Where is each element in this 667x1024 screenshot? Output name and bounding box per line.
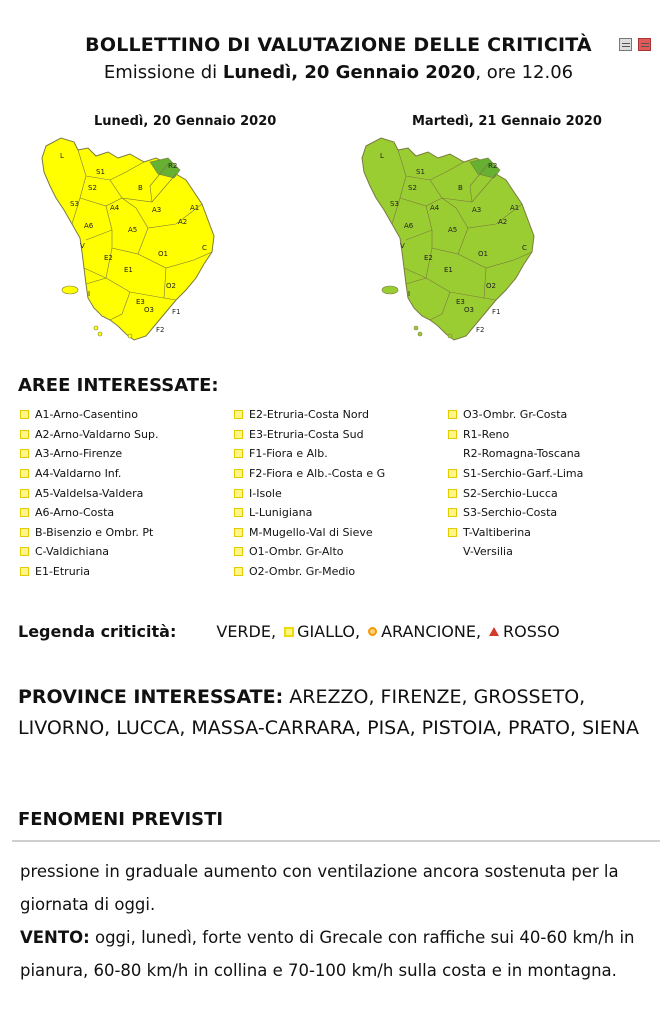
zone-label: L xyxy=(380,152,384,160)
area-label: E2-Etruria-Costa Nord xyxy=(249,408,369,422)
emission-time: , ore 12.06 xyxy=(475,62,574,83)
zone-label: O3 xyxy=(464,306,474,314)
yellow-square-icon xyxy=(234,567,243,576)
area-label: V-Versilia xyxy=(463,545,513,559)
criticality-map-today[interactable] xyxy=(26,128,306,358)
red-triangle-icon xyxy=(489,627,499,636)
area-label: E3-Etruria-Costa Sud xyxy=(249,427,364,441)
yellow-square-icon xyxy=(234,528,243,537)
areas-column-3 xyxy=(448,405,583,562)
yellow-square-icon xyxy=(234,410,243,419)
zone-label: O1 xyxy=(478,250,488,258)
legend-verde-label: VERDE, xyxy=(216,622,277,641)
yellow-square-icon xyxy=(234,489,243,498)
emission-prefix: Emissione di xyxy=(103,62,223,83)
pdf-icon[interactable] xyxy=(638,38,651,51)
yellow-square-icon xyxy=(234,449,243,458)
legend-giallo-label: GIALLO, xyxy=(297,622,361,641)
area-label: R2-Romagna-Toscana xyxy=(463,447,581,461)
area-item xyxy=(20,405,159,425)
area-label: B-Bisenzio e Ombr. Pt xyxy=(35,525,154,539)
yellow-square-icon xyxy=(20,410,29,419)
orange-circle-icon xyxy=(368,627,377,636)
zone-label: O1 xyxy=(158,250,168,258)
yellow-square-icon xyxy=(448,489,457,498)
zone-label: A5 xyxy=(128,226,138,234)
area-item xyxy=(448,523,583,543)
area-item xyxy=(448,503,583,523)
area-label: A1-Arno-Casentino xyxy=(35,408,138,422)
map-svg-tomorrow xyxy=(346,128,626,358)
zone-label: S1 xyxy=(96,168,105,176)
zone-label: A2 xyxy=(178,218,188,226)
legend xyxy=(18,622,568,641)
area-item xyxy=(20,483,159,503)
legend-arancione xyxy=(368,622,481,641)
area-item xyxy=(448,425,583,445)
area-item xyxy=(234,425,385,445)
yellow-square-icon xyxy=(20,508,29,517)
island xyxy=(382,286,398,294)
area-label: O3-Ombr. Gr-Costa xyxy=(463,408,568,422)
yellow-square-icon xyxy=(20,547,29,556)
areas-column-2 xyxy=(234,405,385,581)
yellow-square-icon xyxy=(20,469,29,478)
zone-label: F1 xyxy=(172,308,181,316)
zone-label: S3 xyxy=(390,200,399,208)
zone-label: A3 xyxy=(472,206,482,214)
section-divider xyxy=(12,840,660,842)
area-label: T-Valtiberina xyxy=(463,525,531,539)
island xyxy=(98,332,102,336)
zone-label: S2 xyxy=(88,184,97,192)
area-label: C-Valdichiana xyxy=(35,545,110,559)
yellow-square-icon xyxy=(20,528,29,537)
island xyxy=(128,334,132,338)
zone-label: A4 xyxy=(110,204,120,212)
map-date-today: Lunedì, 20 Gennaio 2020 xyxy=(94,114,277,129)
provinces-label: PROVINCE INTERESSATE: xyxy=(18,686,284,708)
legend-rosso xyxy=(489,622,560,641)
zone-label: E3 xyxy=(136,298,145,306)
areas-title: AREE INTERESSATE: xyxy=(18,375,219,396)
zone-label: I xyxy=(408,290,411,298)
zone-label: A2 xyxy=(498,218,508,226)
area-item xyxy=(448,464,583,484)
criticality-map-tomorrow[interactable] xyxy=(346,128,626,358)
zone-label: A1 xyxy=(190,204,200,212)
zone-label: A4 xyxy=(430,204,440,212)
area-item xyxy=(20,523,159,543)
area-label: A2-Arno-Valdarno Sup. xyxy=(35,427,159,441)
legend-arancione-label: ARANCIONE, xyxy=(381,622,482,641)
yellow-square-icon xyxy=(448,469,457,478)
provinces xyxy=(18,682,648,744)
map-svg-today xyxy=(26,128,306,358)
region-outline xyxy=(362,138,534,340)
legend-verde xyxy=(216,622,276,641)
area-label: A6-Arno-Costa xyxy=(35,506,115,520)
area-label: R1-Reno xyxy=(463,427,510,441)
area-label: O1-Ombr. Gr-Alto xyxy=(249,545,344,559)
area-item xyxy=(20,425,159,445)
zone-label: R2 xyxy=(168,162,178,170)
area-label: S2-Serchio-Lucca xyxy=(463,486,558,500)
area-label: F2-Fiora e Alb.-Costa e G xyxy=(249,467,386,481)
zone-label: C xyxy=(202,244,207,252)
vento-label: VENTO: xyxy=(20,928,90,947)
area-label: S1-Serchio-Garf.-Lima xyxy=(463,467,584,481)
page-title: BOLLETTINO DI VALUTAZIONE DELLE CRITICITÀ xyxy=(85,34,592,56)
yellow-square-icon xyxy=(448,410,457,419)
zone-label: A5 xyxy=(448,226,458,234)
island xyxy=(418,332,422,336)
map-date-tomorrow: Martedì, 21 Gennaio 2020 xyxy=(412,114,602,129)
emission-line xyxy=(0,62,667,83)
area-item xyxy=(234,483,385,503)
zone-label: E3 xyxy=(456,298,465,306)
legend-giallo xyxy=(284,622,360,641)
zone-label: A1 xyxy=(510,204,520,212)
vento-text: oggi, lunedì, forte vento di Grecale con raffiche sui 40-60 km/h in pianura, 60-80 km/h in collina e 70-100 km/h sulla costa e in montagna. xyxy=(20,928,635,980)
zone-label: E1 xyxy=(124,266,133,274)
area-item xyxy=(234,523,385,543)
zone-label: V xyxy=(80,242,85,250)
yellow-square-icon xyxy=(20,489,29,498)
zone-label: E2 xyxy=(424,254,433,262)
zone-label: E1 xyxy=(444,266,453,274)
area-item xyxy=(20,542,159,562)
zone-label: B xyxy=(138,184,143,192)
area-item xyxy=(234,503,385,523)
area-label: E1-Etruria xyxy=(35,565,90,579)
zone-label: R2 xyxy=(488,162,498,170)
zone-label: S1 xyxy=(416,168,425,176)
island xyxy=(414,326,418,330)
fenomeni-title: FENOMENI PREVISTI xyxy=(18,809,224,830)
zone-label: L xyxy=(60,152,64,160)
area-item xyxy=(20,464,159,484)
region-outline xyxy=(42,138,214,340)
area-label: S3-Serchio-Costa xyxy=(463,506,558,520)
area-item xyxy=(448,405,583,425)
area-item xyxy=(234,542,385,562)
area-label: L-Lunigiana xyxy=(249,506,313,520)
zone-label: A6 xyxy=(84,222,94,230)
area-label: O2-Ombr. Gr-Medio xyxy=(249,565,356,579)
area-item xyxy=(234,444,385,464)
toolbar-icons xyxy=(619,38,651,51)
area-item xyxy=(20,444,159,464)
provinces-list: AREZZO, FIRENZE, GROSSETO, LIVORNO, LUCCA, MASSA-CARRARA, PISA, PISTOIA, PRATO, SIENA xyxy=(18,686,639,739)
area-item xyxy=(234,562,385,582)
yellow-square-icon xyxy=(448,430,457,439)
area-label: M-Mugello-Val di Sieve xyxy=(249,525,373,539)
zone-label: C xyxy=(522,244,527,252)
calendar-icon[interactable] xyxy=(619,38,632,51)
island xyxy=(448,334,452,338)
yellow-square-icon xyxy=(234,469,243,478)
yellow-square-icon xyxy=(234,430,243,439)
area-label: A4-Valdarno Inf. xyxy=(35,467,122,481)
zone-label: O2 xyxy=(486,282,496,290)
yellow-square-icon xyxy=(20,449,29,458)
bulletin-header xyxy=(0,34,667,83)
zone-label: O2 xyxy=(166,282,176,290)
area-label: I-Isole xyxy=(249,486,282,500)
island xyxy=(62,286,78,294)
area-item xyxy=(20,562,159,582)
zone-label: E2 xyxy=(104,254,113,262)
zone-label: F1 xyxy=(492,308,501,316)
zone-label: A3 xyxy=(152,206,162,214)
yellow-square-icon xyxy=(234,508,243,517)
zone-label: S3 xyxy=(70,200,79,208)
zone-label: F2 xyxy=(476,326,485,334)
area-label: A5-Valdelsa-Valdera xyxy=(35,486,144,500)
yellow-square-icon xyxy=(284,627,294,637)
legend-label: Legenda criticità: xyxy=(18,622,177,641)
area-item xyxy=(20,503,159,523)
yellow-square-icon xyxy=(448,508,457,517)
zone-label: A6 xyxy=(404,222,414,230)
yellow-square-icon xyxy=(234,547,243,556)
area-label: F1-Fiora e Alb. xyxy=(249,447,328,461)
area-item xyxy=(234,464,385,484)
area-item xyxy=(448,444,583,464)
yellow-square-icon xyxy=(20,430,29,439)
area-label: A3-Arno-Firenze xyxy=(35,447,123,461)
area-item xyxy=(448,542,583,562)
zone-label: F2 xyxy=(156,326,165,334)
legend-rosso-label: ROSSO xyxy=(503,622,560,641)
zone-label: O3 xyxy=(144,306,154,314)
zone-label: B xyxy=(458,184,463,192)
yellow-square-icon xyxy=(448,528,457,537)
fenomeni-intro: pressione in graduale aumento con ventilazione ancora sostenuta per la giornata di oggi. xyxy=(20,862,619,914)
emission-date: Lunedì, 20 Gennaio 2020 xyxy=(222,62,476,83)
area-item xyxy=(448,483,583,503)
zone-label: S2 xyxy=(408,184,417,192)
island xyxy=(94,326,98,330)
zone-label: I xyxy=(88,290,91,298)
fenomeni-text xyxy=(20,855,660,987)
zone-label: V xyxy=(400,242,405,250)
yellow-square-icon xyxy=(20,567,29,576)
areas-column-1 xyxy=(20,405,159,581)
area-item xyxy=(234,405,385,425)
